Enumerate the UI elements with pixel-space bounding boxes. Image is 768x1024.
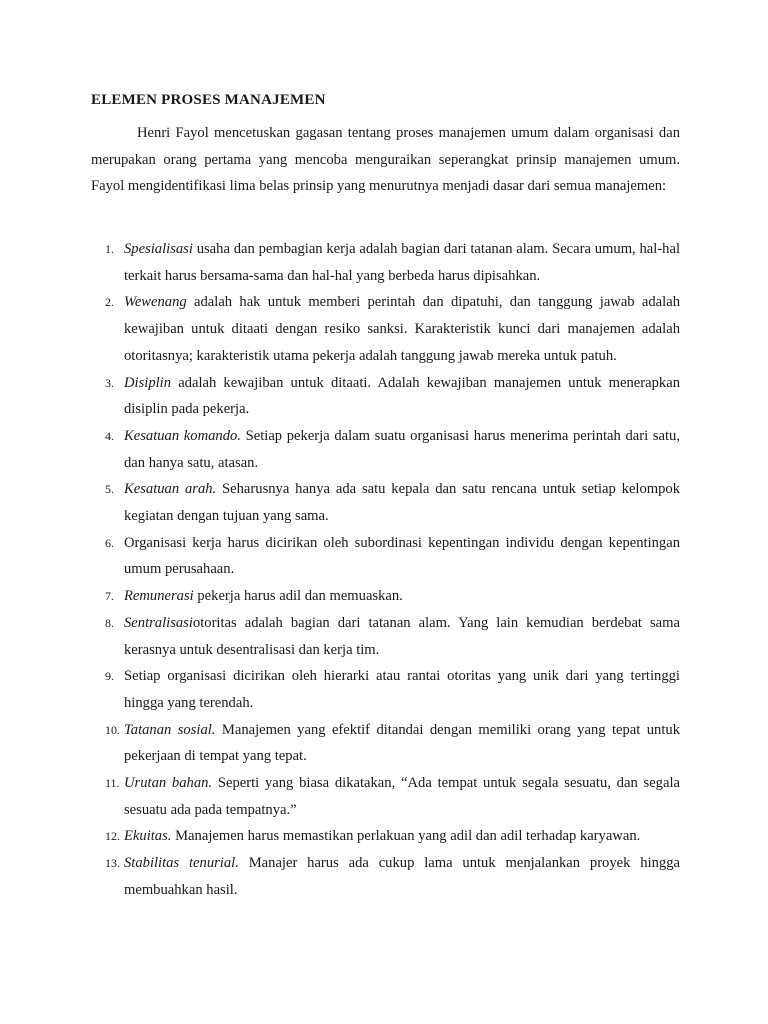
item-term: Ekuitas. (124, 828, 172, 845)
item-number: 5. (105, 482, 114, 497)
item-text: Manajer harus ada cukup lama untuk menjalankan proyek hingga membuahkan hasil. (124, 855, 680, 898)
list-item (91, 583, 680, 610)
item-term: Kesatuan komando. (124, 427, 241, 444)
item-term: Sentralisasi (124, 614, 193, 631)
item-text: Setiap pekerja dalam suatu organisasi harus menerima perintah dari satu, dan hanya satu, atasan. (124, 427, 680, 471)
item-text: Seharusnya hanya ada satu kepala dan satu rencana untuk setiap kelompok kegiatan dengan tujuan yang sama. (124, 481, 681, 525)
item-text: adalah kewajiban untuk ditaati. Adalah kewajiban manajemen untuk menerapkan disiplin pada pekerja. (124, 374, 680, 418)
list-item (91, 610, 680, 663)
list-item (91, 823, 680, 850)
item-term: Kesatuan arah. (124, 481, 217, 498)
list-item (91, 370, 680, 423)
intro-paragraph (91, 120, 680, 200)
item-number: 4. (105, 428, 114, 443)
item-number: 13. (105, 856, 120, 871)
item-number: 2. (105, 295, 114, 310)
item-term: Tatanan sosial. (124, 721, 216, 738)
list-item (91, 236, 680, 289)
item-text: Manajemen harus memastikan perlakuan yang adil dan adil terhadap karyawan. (171, 828, 641, 845)
item-text: otoritas adalah bagian dari tatanan alam. Yang lain kemudian berdebat sama kerasnya untuk desentralisasi dan kerja tim. (124, 614, 680, 658)
list-item (91, 476, 680, 529)
intro-text: Henri Fayol mencetuskan gagasan tentang proses manajemen umum dalam organisasi dan merupakan orang pertama yang mencoba menguraikan seperangkat prinsip manajemen umum. Fayol mengidentifikasi lima belas prinsip yang menurutnya menjadi dasar dari semua manajemen: (91, 125, 680, 195)
item-text: Manajemen yang efektif ditandai dengan memiliki orang yang tepat untuk pekerjaan di tempat yang tepat. (124, 721, 680, 765)
item-number: 7. (105, 589, 114, 604)
item-number: 8. (105, 615, 114, 630)
item-number: 12. (105, 829, 120, 844)
item-number: 11. (105, 776, 120, 791)
list-item (91, 663, 680, 716)
item-text: Setiap organisasi dicirikan oleh hierarki atau rantai otoritas yang unik dari yang tertinggi hingga yang terendah. (124, 668, 680, 711)
item-number: 3. (105, 375, 114, 390)
item-term: Remunerasi (124, 588, 194, 605)
item-number: 6. (105, 535, 114, 550)
item-text: pekerja harus adil dan memuaskan. (193, 588, 403, 605)
item-number: 1. (105, 242, 114, 256)
item-term: Wewenang (124, 294, 187, 311)
list-item (91, 717, 680, 770)
item-term: Urutan bahan. (124, 775, 213, 792)
item-text: usaha dan pembagian kerja adalah bagian dari tatanan alam. Secara umum, hal-hal terkait harus bersama-sama dan hal-hal yang berbeda harus dipisahkan. (124, 241, 680, 284)
list-item (91, 850, 680, 903)
item-text: adalah hak untuk memberi perintah dan dipatuhi, dan tanggung jawab adalah kewajiban untuk ditaati dengan resiko sanksi. Karakteristik kunci dari manajemen adalah otoritasnya; karakteristik utama pekerja adalah tanggung jawab mereka untuk patuh. (124, 294, 680, 364)
list-item (91, 530, 680, 583)
item-term: Stabilitas tenurial. (124, 855, 239, 872)
principles-list (91, 236, 680, 904)
list-item (91, 423, 680, 476)
item-term: Disiplin (124, 374, 172, 391)
item-text: Organisasi kerja harus dicirikan oleh subordinasi kepentingan individu dengan kepentingan umum perusahaan. (124, 534, 680, 578)
item-term: Spesialisasi (124, 241, 193, 257)
item-number: 9. (105, 669, 114, 684)
list-item (91, 770, 680, 823)
item-number: 10. (105, 722, 120, 737)
document-title: ELEMEN PROSES MANAJEMEN (91, 92, 326, 108)
item-text: Seperti yang biasa dikatakan, “Ada tempat untuk segala sesuatu, dan segala sesuatu ada pada tempatnya.” (124, 775, 680, 818)
list-item (91, 289, 680, 369)
